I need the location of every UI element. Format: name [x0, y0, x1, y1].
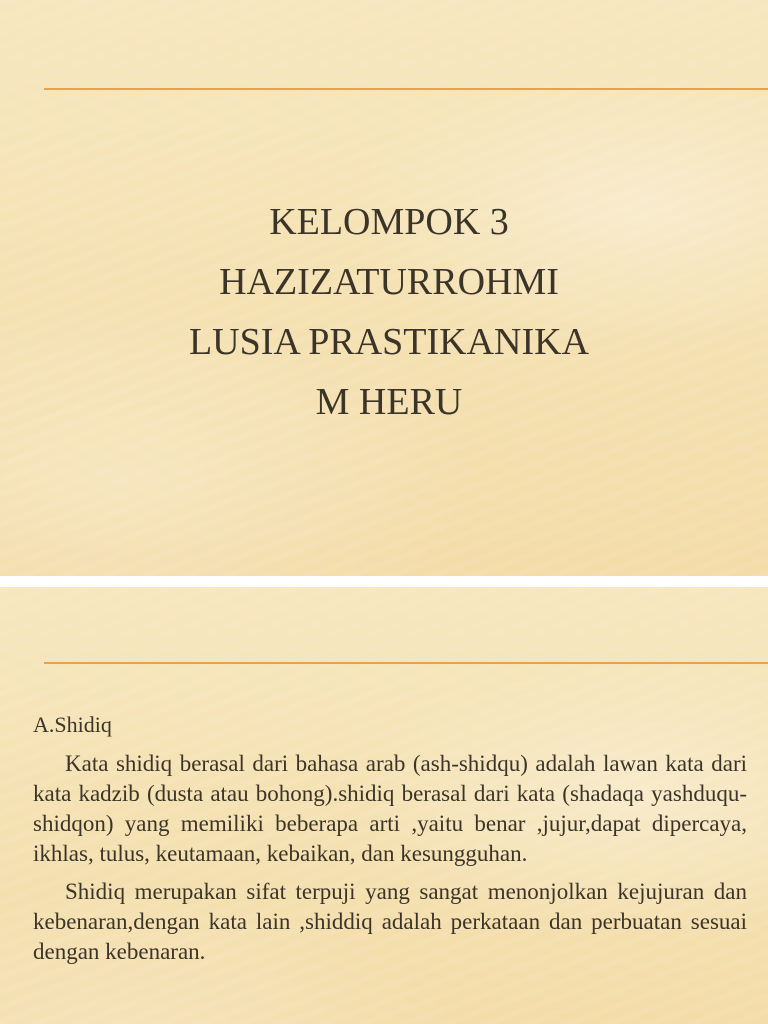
accent-divider — [44, 88, 768, 90]
member-name: M HERU — [315, 381, 463, 423]
member-name: HAZIZATURROHMI — [219, 261, 559, 303]
body-text — [33, 749, 747, 975]
title-block — [0, 192, 768, 432]
paragraph: Shidiq merupakan sifat terpuji yang sangat menonjolkan kejujuran dan kebenaran,dengan kata lain ,shiddiq adalah perkataan dan perbuatan sesuai dengan kebenaran. — [33, 879, 747, 964]
group-title: KELOMPOK 3 — [269, 201, 509, 243]
member-name: LUSIA PRASTIKANIKA — [188, 321, 590, 363]
slide-content — [0, 587, 768, 1024]
slide-separator — [0, 576, 768, 587]
accent-divider — [44, 662, 768, 664]
section-heading: A.Shidiq — [33, 712, 112, 737]
paragraph: Kata shidiq berasal dari bahasa arab (ash-shidqu) adalah lawan kata dari kata kadzib (dusta atau bohong).shidiq berasal dari kata (shadaqa yashduqu-shidqon) yang memiliki beberapa arti ,yaitu benar ,jujur,dapat dipercaya, ikhlas, tulus, keutamaan, kebaikan, dan kesungguhan. — [33, 751, 747, 866]
